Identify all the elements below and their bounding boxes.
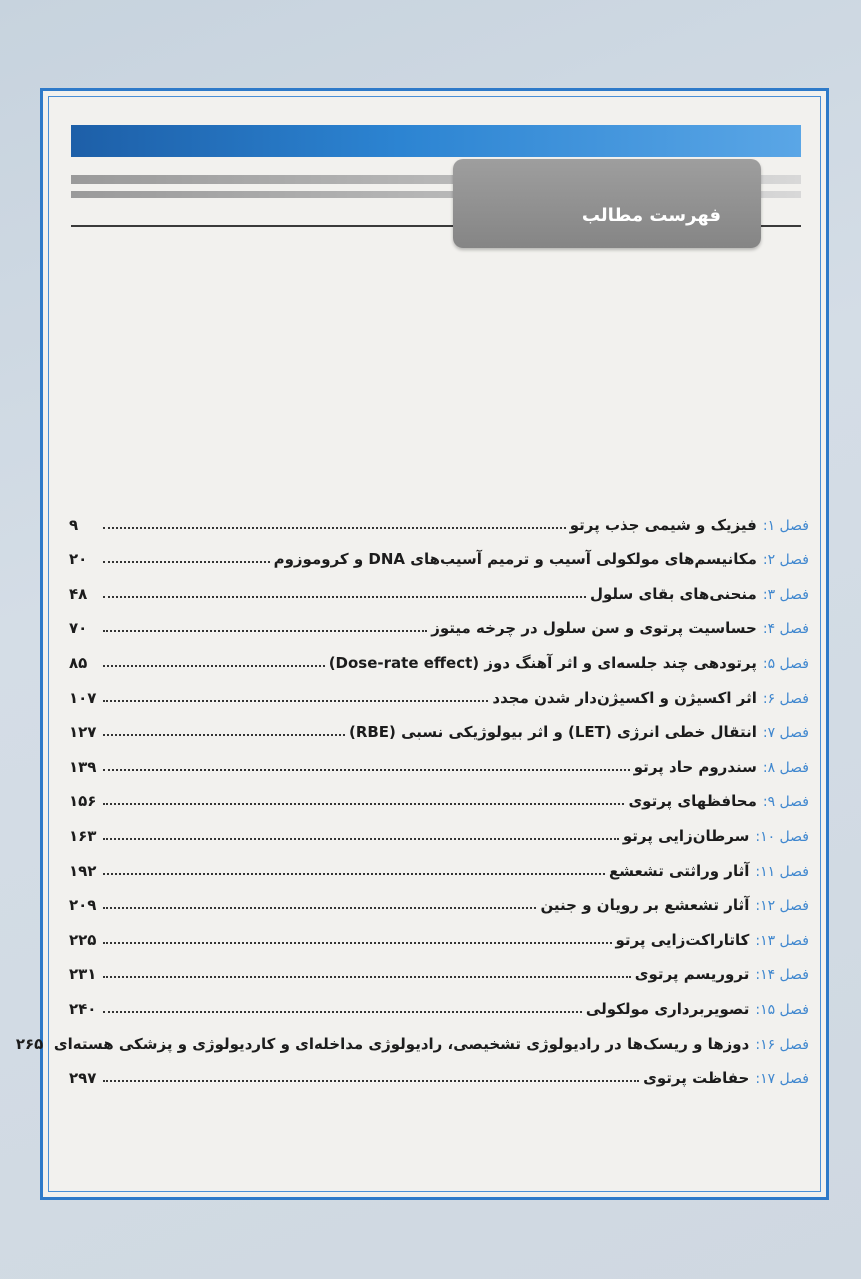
toc-page-number: ۱۹۲	[69, 861, 97, 880]
toc-page-number: ۱۲۷	[69, 723, 97, 742]
toc-dot-leader	[103, 734, 345, 736]
toc-title: انتقال خطی انرژی (LET) و اثر بیولوژیکی نسبی (RBE)	[348, 723, 757, 742]
toc-dot-leader	[103, 976, 631, 978]
toc-entry[interactable]	[69, 741, 809, 776]
toc-entry[interactable]	[69, 810, 809, 845]
toc-page-number: ۱۶۳	[69, 826, 97, 845]
toc-page-number: ۱۳۹	[69, 757, 97, 776]
toc-chapter-label: فصل ۱۱:	[755, 863, 809, 880]
toc-title: اثر اکسیژن و اکسیژن‌دار شدن مجدد	[492, 688, 757, 707]
toc-entry[interactable]	[69, 845, 809, 880]
toc-entry[interactable]	[69, 949, 809, 984]
toc-entry[interactable]	[69, 637, 809, 672]
toc-entry[interactable]	[69, 534, 809, 569]
toc-dot-leader	[103, 769, 630, 771]
toc-chapter-label: فصل ۷:	[762, 725, 809, 742]
toc-dot-leader	[103, 665, 325, 667]
toc-title: تروریسم پرتوی	[634, 965, 750, 984]
toc-title: کاتاراکت‌زایی پرتو	[615, 930, 750, 949]
toc-page-number: ۲۹۷	[69, 1069, 97, 1088]
toc-page-number: ۷۰	[69, 619, 88, 638]
toc-page-number: ۲۰	[69, 550, 88, 569]
toc-chapter-label: فصل ۱۰:	[755, 828, 809, 845]
toc-dot-leader	[103, 700, 488, 702]
toc-chapter-label: فصل ۴:	[762, 621, 809, 638]
toc-entry[interactable]	[69, 914, 809, 949]
toc-page-number: ۱۰۷	[69, 688, 97, 707]
toc-page-number: ۲۲۵	[69, 930, 97, 949]
toc-title: تصویربرداری مولکولی	[585, 999, 750, 1018]
toc-page-number: ۱۵۶	[69, 792, 97, 811]
toc-title: پرتودهی چند جلسه‌ای و اثر آهنگ دوز (Dose-rate effect)	[328, 653, 757, 672]
toc-dot-leader	[103, 873, 605, 875]
toc-chapter-label: فصل ۱۳:	[755, 932, 809, 949]
toc-title: حفاظت پرتوی	[643, 1069, 750, 1088]
toc-entry[interactable]	[69, 776, 809, 811]
toc-entry[interactable]	[69, 672, 809, 707]
toc-title: سرطان‌زایی پرتو	[622, 826, 750, 845]
table-of-contents	[15, 499, 809, 1088]
toc-dot-leader	[103, 907, 536, 909]
toc-title: آثار تشعشع بر رویان و جنین	[540, 896, 750, 915]
toc-title: محافظهای پرتوی	[628, 792, 757, 811]
toc-entry[interactable]	[69, 707, 809, 742]
toc-page-number: ۲۴۰	[69, 999, 97, 1018]
toc-entry[interactable]	[69, 1053, 809, 1088]
toc-page-number: ۲۶۵	[15, 1034, 44, 1053]
toc-title: منحنی‌های بقای سلول	[590, 584, 757, 603]
toc-dot-leader	[103, 942, 612, 944]
toc-dot-leader	[103, 527, 566, 529]
toc-chapter-label: فصل ۱۷:	[755, 1071, 809, 1088]
toc-chapter-label: فصل ۹:	[762, 794, 809, 811]
toc-chapter-label: فصل ۶:	[762, 690, 809, 707]
toc-chapter-label: فصل ۱۶:	[755, 1036, 809, 1053]
toc-title: مکانیسم‌های مولکولی آسیب و ترمیم آسیب‌های DNA و کروموزوم	[273, 550, 757, 569]
toc-chapter-label: فصل ۱۲:	[755, 898, 809, 915]
toc-dot-leader	[103, 838, 619, 840]
toc-page-number: ۸۵	[69, 653, 88, 672]
toc-dot-leader	[103, 1080, 639, 1082]
toc-title: حساسیت پرتوی و سن سلول در چرخه میتوز	[431, 619, 757, 638]
toc-dot-leader	[103, 561, 270, 563]
toc-dot-leader	[103, 596, 586, 598]
toc-chapter-label: فصل ۳:	[762, 586, 809, 603]
book-page	[15, 88, 829, 1200]
toc-title: فیزیک و شیمی جذب پرتو	[569, 515, 757, 534]
toc-page-number: ۴۸	[69, 584, 88, 603]
toc-page-number: ۲۳۱	[69, 965, 97, 984]
toc-entry[interactable]	[69, 499, 809, 534]
toc-chapter-label: فصل ۱۴:	[755, 967, 809, 984]
toc-entry[interactable]	[69, 880, 809, 915]
toc-chapter-label: فصل ۵:	[762, 655, 809, 672]
toc-dot-leader	[103, 1011, 582, 1013]
toc-dot-leader	[103, 803, 624, 805]
toc-title: سندروم حاد پرتو	[633, 757, 757, 776]
toc-chapter-label: فصل ۸:	[762, 759, 809, 776]
toc-entry[interactable]	[69, 983, 809, 1018]
page-title: فهرست مطالب	[581, 205, 721, 226]
toc-chapter-label: فصل ۱۵:	[755, 1001, 809, 1018]
toc-title: آثار وراثتی تشعشع	[608, 861, 750, 880]
title-tab	[453, 159, 761, 248]
toc-dot-leader	[103, 630, 427, 632]
toc-entry[interactable]	[69, 568, 809, 603]
toc-title: دوزها و ریسک‌ها در رادیولوژی تشخیصی، رادیولوژی مداخله‌ای و کاردیولوژی و پزشکی هسته‌ای	[53, 1034, 750, 1053]
toc-entry[interactable]	[15, 1018, 809, 1053]
header-blue-bar	[71, 125, 801, 157]
toc-page-number: ۲۰۹	[69, 896, 97, 915]
toc-chapter-label: فصل ۲:	[762, 552, 809, 569]
toc-chapter-label: فصل ۱:	[762, 517, 809, 534]
toc-page-number: ۹	[69, 515, 79, 534]
toc-entry[interactable]	[69, 603, 809, 638]
